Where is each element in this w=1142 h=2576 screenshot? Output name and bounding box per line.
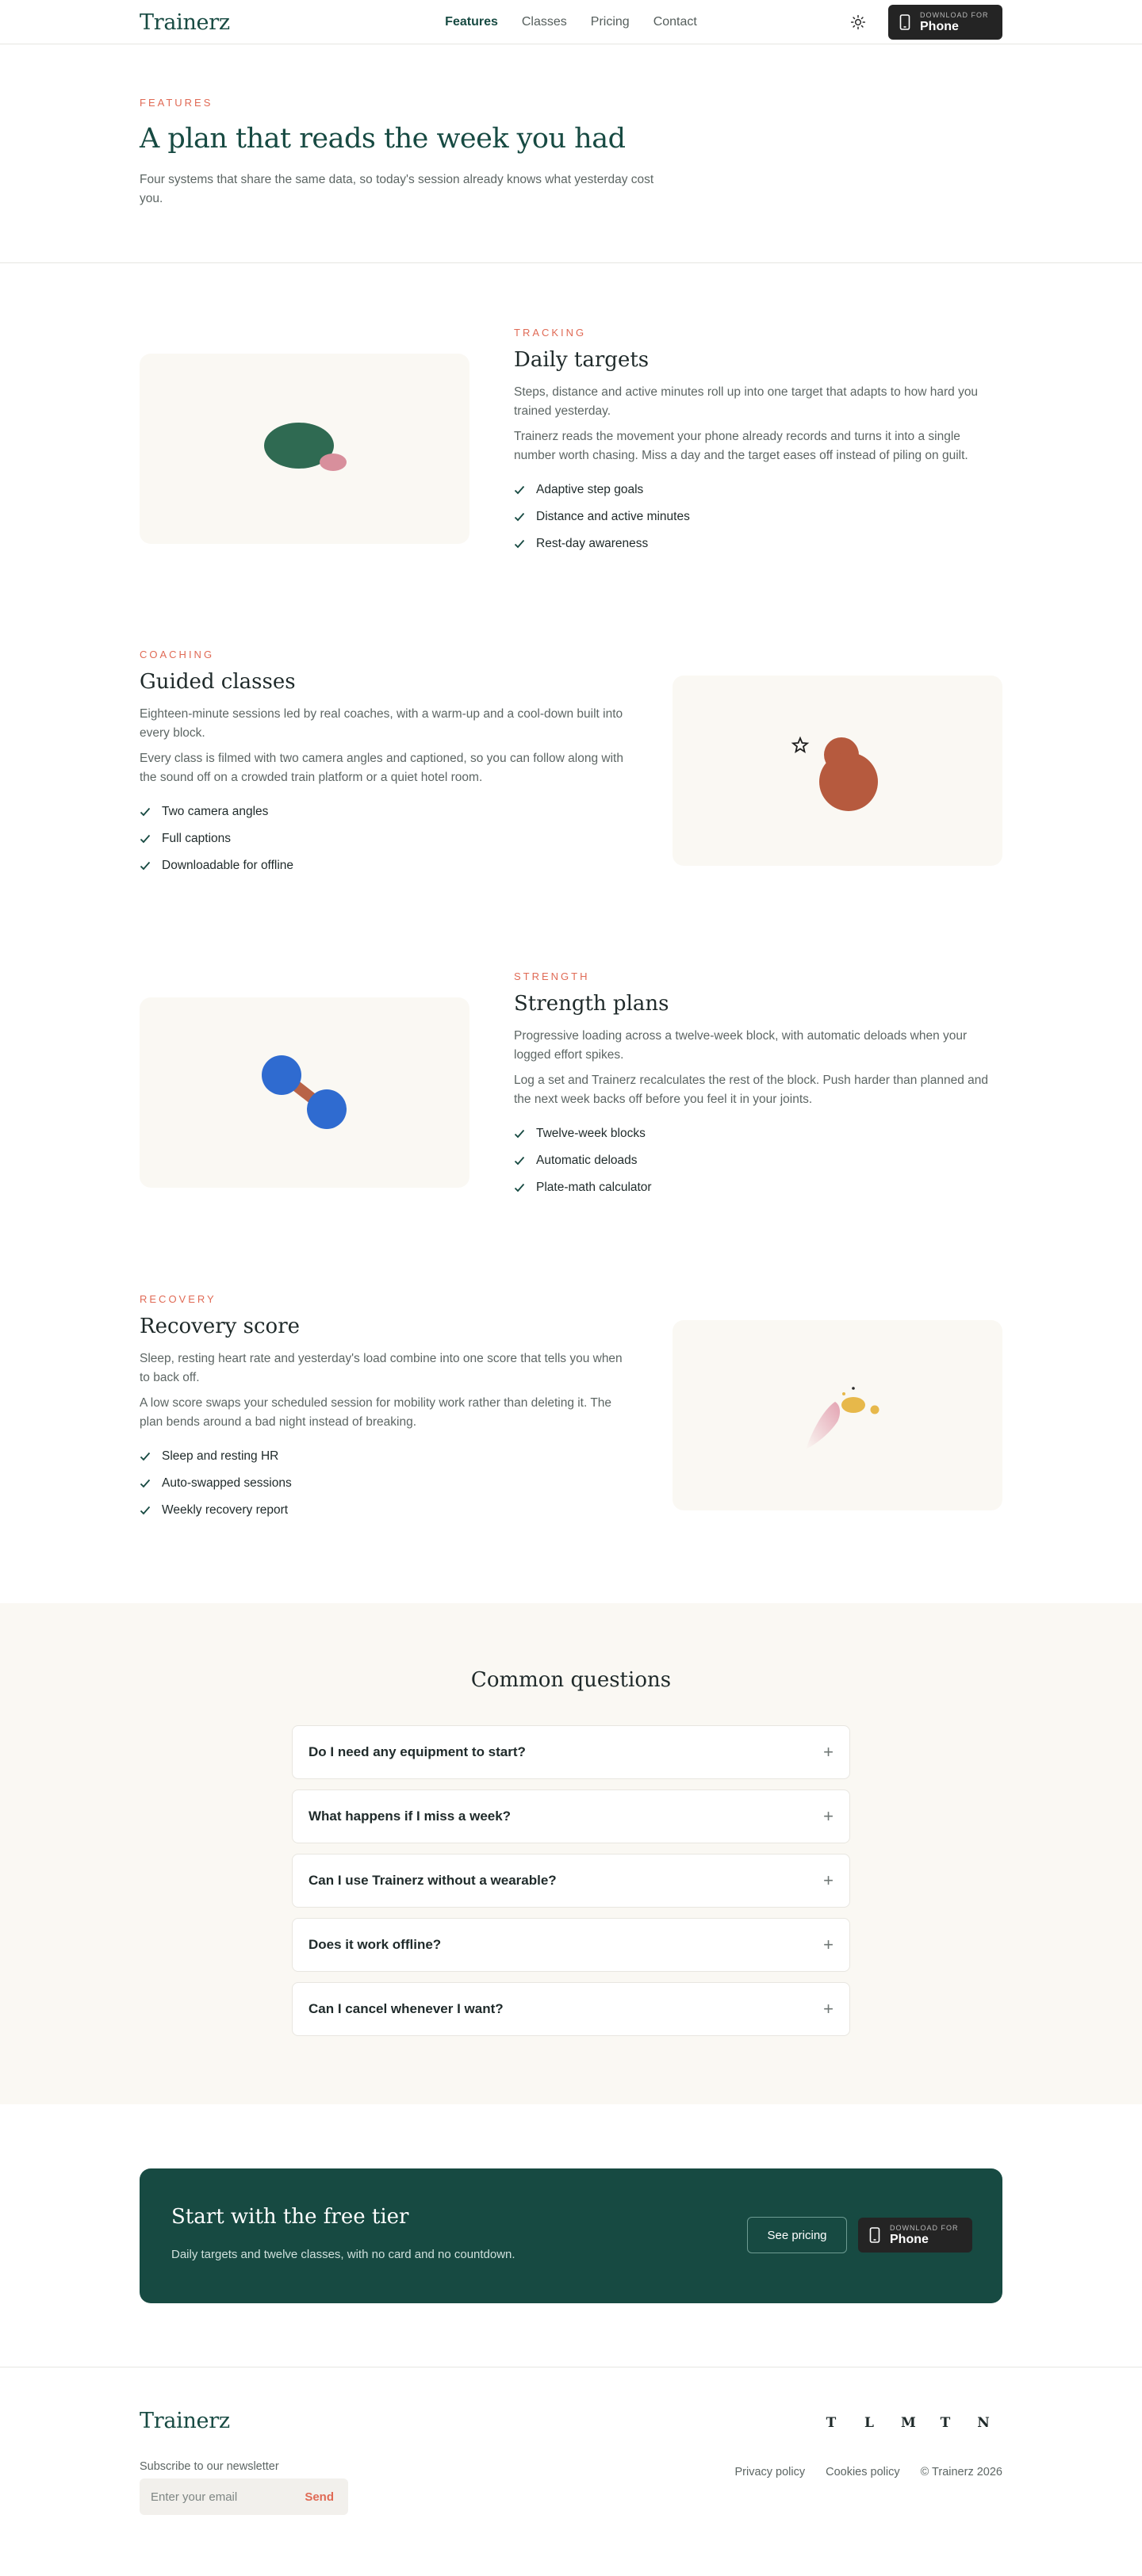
faq-question: Do I need any equipment to start? bbox=[308, 1744, 526, 1759]
feature-title: Guided classes bbox=[140, 670, 296, 694]
copyright: © Trainerz 2026 bbox=[920, 2466, 1002, 2478]
check-icon bbox=[140, 1452, 151, 1461]
site-header bbox=[0, 0, 1142, 44]
check-label: Downloadable for offline bbox=[162, 859, 294, 872]
check-icon bbox=[514, 1129, 525, 1139]
download-small-label: DOWNLOAD FOR bbox=[920, 10, 989, 19]
check-icon bbox=[514, 485, 525, 495]
check-icon bbox=[514, 539, 525, 549]
logo[interactable]: Trainerz bbox=[140, 10, 230, 35]
social-link-l[interactable]: L bbox=[864, 2415, 874, 2431]
hero-section bbox=[0, 44, 1142, 263]
check-label: Distance and active minutes bbox=[536, 510, 690, 523]
faq-item[interactable] bbox=[292, 1982, 850, 2036]
sun-icon bbox=[850, 14, 866, 30]
check-icon bbox=[140, 807, 151, 817]
list-item bbox=[140, 1497, 623, 1524]
theme-toggle-button[interactable] bbox=[849, 13, 868, 32]
faq-question: Can I use Trainerz without a wearable? bbox=[308, 1873, 557, 1888]
nav-pricing[interactable]: Pricing bbox=[590, 15, 630, 29]
cta-subtitle: Daily targets and twelve classes, with no card and no countdown. bbox=[171, 2248, 515, 2261]
coaching-figure-icon bbox=[673, 676, 1002, 866]
plus-icon: + bbox=[823, 1870, 834, 1890]
faq-question: Does it work offline? bbox=[308, 1937, 442, 1952]
check-label: Sleep and resting HR bbox=[162, 1449, 279, 1463]
coaching-text bbox=[140, 649, 623, 879]
check-label: Rest-day awareness bbox=[536, 537, 649, 550]
plus-icon: + bbox=[823, 1806, 834, 1826]
list-item bbox=[140, 852, 623, 879]
list-item bbox=[514, 530, 998, 557]
check-label: Twelve-week blocks bbox=[536, 1127, 646, 1140]
feature-checklist bbox=[514, 477, 998, 557]
faq-item[interactable] bbox=[292, 1854, 850, 1908]
feature-title: Strength plans bbox=[514, 992, 669, 1016]
phone-icon bbox=[899, 14, 910, 30]
faq-question: Can I cancel whenever I want? bbox=[308, 2001, 504, 2016]
feature-title: Recovery score bbox=[140, 1315, 301, 1338]
check-icon bbox=[140, 1506, 151, 1515]
download-big-label: Phone bbox=[890, 2232, 929, 2246]
download-small-label: DOWNLOAD FOR bbox=[890, 2223, 959, 2232]
strength-text bbox=[514, 970, 998, 1201]
nav-classes[interactable]: Classes bbox=[521, 15, 567, 29]
plus-icon: + bbox=[823, 1742, 834, 1762]
feature-eyebrow: TRACKING bbox=[514, 327, 587, 339]
header-actions bbox=[849, 5, 1002, 40]
feature-detail: Trainerz reads the movement your phone already records and turns it into a single number worth chasing. Miss a day and the target eases off instead of piling on guilt. bbox=[514, 430, 968, 462]
nav-contact[interactable]: Contact bbox=[653, 15, 697, 29]
email-field[interactable] bbox=[140, 2490, 290, 2504]
cta-banner bbox=[140, 2168, 1002, 2303]
check-label: Adaptive step goals bbox=[536, 483, 644, 496]
faq-title: Common questions bbox=[470, 1668, 672, 1692]
plus-icon: + bbox=[823, 1935, 834, 1954]
footer-logo[interactable]: Trainerz bbox=[140, 2409, 230, 2433]
list-item bbox=[140, 798, 623, 825]
check-label: Two camera angles bbox=[162, 805, 269, 818]
social-link-m[interactable]: M bbox=[901, 2415, 916, 2431]
see-pricing-button[interactable]: See pricing bbox=[747, 2217, 847, 2253]
list-item bbox=[514, 1174, 998, 1201]
plus-icon: + bbox=[823, 1999, 834, 2019]
list-item bbox=[514, 1147, 998, 1174]
social-link-t[interactable]: T bbox=[826, 2415, 837, 2431]
feature-strength bbox=[0, 970, 1142, 1232]
newsletter-label: Subscribe to our newsletter bbox=[140, 2460, 279, 2473]
feature-summary: Sleep, resting heart rate and yesterday's load combine into one score that tells you when to back off. bbox=[140, 1352, 623, 1384]
tracking-text bbox=[514, 327, 998, 557]
recovery-text bbox=[140, 1293, 623, 1524]
nav-features[interactable]: Features bbox=[445, 15, 498, 29]
check-icon bbox=[514, 512, 525, 522]
feature-detail: Log a set and Trainerz recalculates the rest of the block. Push harder than planned and the next week backs off before you feel it in your joints. bbox=[514, 1074, 988, 1106]
feature-coaching bbox=[0, 649, 1142, 910]
faq-item[interactable] bbox=[292, 1789, 850, 1843]
cta-title: Start with the free tier bbox=[171, 2205, 409, 2229]
feature-recovery bbox=[0, 1293, 1142, 1555]
feature-checklist bbox=[140, 1443, 623, 1524]
feature-title: Daily targets bbox=[514, 348, 650, 372]
list-item bbox=[140, 1470, 623, 1497]
list-item bbox=[140, 1443, 623, 1470]
page-title: A plan that reads the week you had bbox=[140, 123, 626, 155]
check-label: Plate-math calculator bbox=[536, 1181, 652, 1194]
dumbbell-icon bbox=[140, 997, 469, 1188]
privacy-policy-link[interactable]: Privacy policy bbox=[734, 2466, 806, 2478]
check-label: Full captions bbox=[162, 832, 232, 845]
feature-checklist bbox=[140, 798, 623, 879]
social-links bbox=[825, 2415, 990, 2431]
feature-eyebrow: COACHING bbox=[140, 649, 215, 660]
feature-detail: A low score swaps your scheduled session for mobility work rather than deleting it. The plan bends around a bad night instead of breaking. bbox=[140, 1396, 612, 1429]
list-item bbox=[514, 1120, 998, 1147]
list-item bbox=[140, 825, 623, 852]
coaching-illustration bbox=[673, 676, 1002, 866]
recovery-brush-icon bbox=[673, 1320, 1002, 1510]
faq-section bbox=[0, 1603, 1142, 2104]
newsletter-form bbox=[140, 2478, 348, 2515]
social-link-n[interactable]: N bbox=[977, 2415, 990, 2431]
download-big-label: Phone bbox=[920, 19, 959, 33]
list-item bbox=[514, 503, 998, 530]
recovery-illustration bbox=[673, 1320, 1002, 1510]
check-icon bbox=[140, 861, 151, 871]
faq-question: What happens if I miss a week? bbox=[308, 1809, 512, 1824]
phone-icon bbox=[869, 2227, 880, 2243]
feature-eyebrow: RECOVERY bbox=[140, 1293, 217, 1305]
feature-detail: Every class is filmed with two camera angles and captioned, so you can follow along with the sound off on a crowded train platform or a quiet hotel room. bbox=[140, 752, 623, 784]
check-icon bbox=[514, 1183, 525, 1192]
download-button[interactable] bbox=[888, 5, 1002, 40]
check-label: Automatic deloads bbox=[536, 1154, 638, 1167]
hero-eyebrow: FEATURES bbox=[140, 97, 213, 109]
strength-illustration bbox=[140, 997, 469, 1188]
faq-item[interactable] bbox=[292, 1918, 850, 1972]
cookies-policy-link[interactable]: Cookies policy bbox=[826, 2466, 900, 2478]
feature-summary: Steps, distance and active minutes roll up into one target that adapts to how hard you trained yesterday. bbox=[514, 385, 979, 418]
feature-summary: Progressive loading across a twelve-week block, with automatic deloads when your logged effort spikes. bbox=[514, 1029, 968, 1062]
feature-tracking bbox=[0, 327, 1142, 588]
hero-description: Four systems that share the same data, so today's session already knows what yesterday cost you. bbox=[140, 173, 654, 205]
faq-list bbox=[292, 1725, 850, 2036]
check-label: Weekly recovery report bbox=[162, 1503, 289, 1517]
check-icon bbox=[140, 1479, 151, 1488]
main-nav bbox=[445, 15, 697, 29]
faq-item[interactable] bbox=[292, 1725, 850, 1779]
footer-links bbox=[734, 2466, 1002, 2478]
cta-download-button[interactable] bbox=[858, 2218, 972, 2253]
tracking-blob-icon bbox=[140, 354, 469, 544]
send-button[interactable]: Send bbox=[305, 2490, 334, 2504]
feature-checklist bbox=[514, 1120, 998, 1201]
social-link-t2[interactable]: T bbox=[940, 2415, 951, 2431]
check-icon bbox=[514, 1156, 525, 1166]
site-footer bbox=[0, 2367, 1142, 2576]
list-item bbox=[514, 477, 998, 503]
tracking-illustration bbox=[140, 354, 469, 544]
check-icon bbox=[140, 834, 151, 844]
check-label: Auto-swapped sessions bbox=[162, 1476, 292, 1490]
feature-eyebrow: STRENGTH bbox=[514, 970, 590, 982]
feature-summary: Eighteen-minute sessions led by real coaches, with a warm-up and a cool-down built into every block. bbox=[140, 707, 623, 740]
